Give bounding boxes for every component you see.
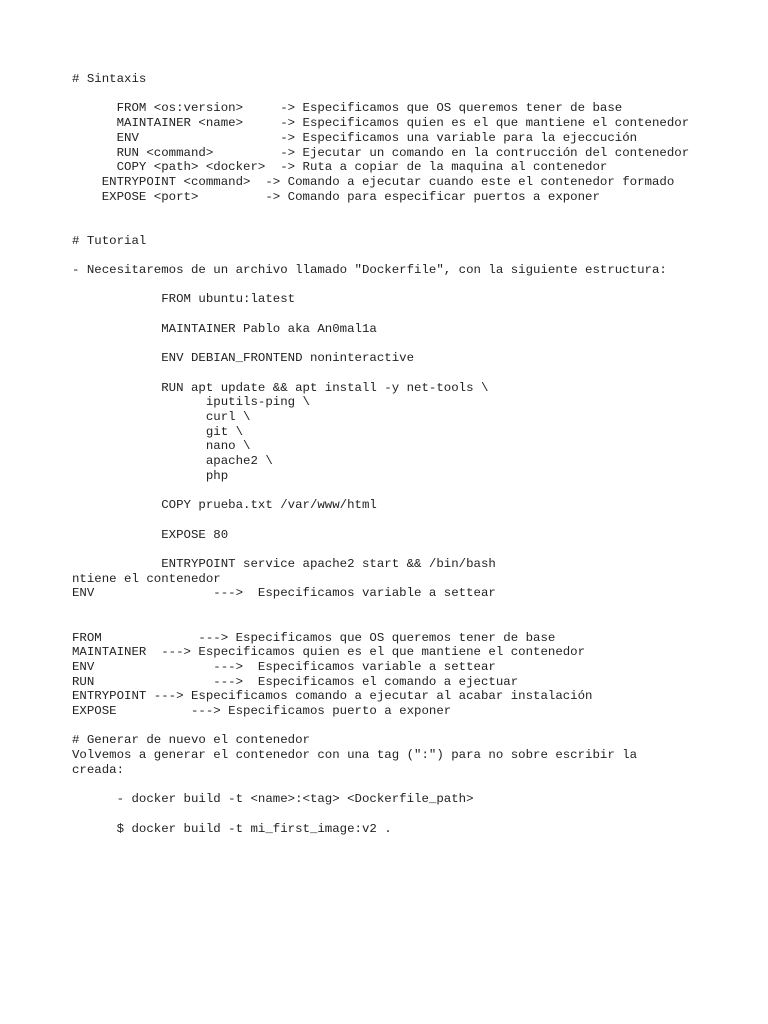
text-line: FROM ---> Especificamos que OS queremos tener de base <box>72 630 556 645</box>
text-line: # Sintaxis <box>72 72 147 86</box>
text-line: ENTRYPOINT ---> Especificamos comando a ejecutar al acabar instalación <box>72 689 593 704</box>
text-line <box>72 307 752 322</box>
text-line: ENTRYPOINT <command> -> Comando a ejecutar cuando este el contenedor formado <box>72 174 675 189</box>
text-line: MAINTAINER Pablo aka An0mal1a <box>72 321 377 336</box>
text-line: RUN <command> -> Ejecutar un comando en la contrucción del contenedor <box>72 145 690 160</box>
text-line: apache2 \ <box>72 454 273 469</box>
text-line: nano \ <box>72 439 251 454</box>
text-line: ENV ---> Especificamos variable a settear <box>72 586 496 601</box>
text-line <box>72 719 752 734</box>
text-line <box>72 778 752 793</box>
text-line: MAINTAINER <name> -> Especificamos quien es el que mantiene el contenedor <box>72 116 690 131</box>
text-line <box>72 542 752 557</box>
text-line <box>72 513 752 528</box>
text-line: MAINTAINER ---> Especificamos quien es el que mantiene el contenedor <box>72 645 586 660</box>
text-line: FROM <os:version> -> Especificamos que OS queremos tener de base <box>72 101 623 116</box>
text-line: ENV -> Especificamos una variable para la ejeccución <box>72 130 638 145</box>
text-line: EXPOSE <port> -> Comando para especificar puertos a exponer <box>72 189 600 204</box>
text-line: php <box>72 468 229 483</box>
text-line: - docker build -t <name>:<tag> <Dockerfile_path> <box>72 792 474 807</box>
text-line: ENV DEBIAN_FRONTEND noninteractive <box>72 351 415 366</box>
text-line: EXPOSE ---> Especificamos puerto a exponer <box>72 704 452 719</box>
text-line <box>72 87 752 102</box>
text-line: RUN ---> Especificamos el comando a ejectuar <box>72 674 519 689</box>
text-line <box>72 204 752 219</box>
text-line: git \ <box>72 424 244 439</box>
document-body <box>72 72 752 836</box>
text-line: - Necesitaremos de un archivo llamado "Dockerfile", con la siguiente estructura: <box>72 263 667 278</box>
text-line <box>72 366 752 381</box>
text-line: COPY prueba.txt /var/www/html <box>72 498 377 513</box>
text-line: FROM ubuntu:latest <box>72 292 296 307</box>
text-line <box>72 616 752 631</box>
text-line <box>72 337 752 352</box>
text-line: curl \ <box>72 410 251 425</box>
text-line: creada: <box>72 762 125 777</box>
text-line <box>72 248 752 263</box>
text-line: ENTRYPOINT service apache2 start && /bin/bash <box>72 557 496 572</box>
text-line: EXPOSE 80 <box>72 527 229 542</box>
text-line: # Generar de nuevo el contenedor <box>72 733 310 748</box>
text-line: ENV ---> Especificamos variable a settear <box>72 659 496 674</box>
text-line: RUN apt update && apt install -y net-tools \ <box>72 380 489 395</box>
text-line: Volvemos a generar el contenedor con una tag (":") para no sobre escribir la <box>72 748 638 763</box>
text-line: ntiene el contenedor <box>72 571 221 586</box>
text-line: iputils-ping \ <box>72 395 310 410</box>
text-line: # Tutorial <box>72 233 147 248</box>
text-line <box>72 278 752 293</box>
text-line <box>72 601 752 616</box>
text-line <box>72 807 752 822</box>
text-line: $ docker build -t mi_first_image:v2 . <box>72 821 392 836</box>
text-line <box>72 484 752 499</box>
text-line <box>72 219 752 234</box>
text-line: COPY <path> <docker> -> Ruta a copiar de la maquina al contenedor <box>72 160 608 175</box>
